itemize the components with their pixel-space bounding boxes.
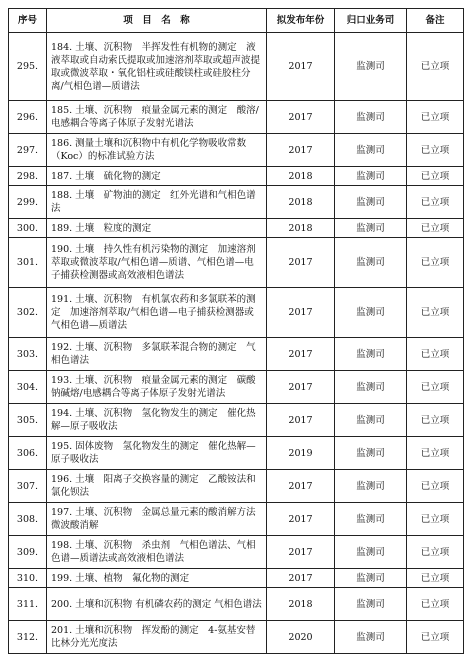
row-project-name: 192. 土壤、沉积物 多氯联苯混合物的测定 气相色谱法 [47,338,267,371]
row-serial: 304. [9,371,47,404]
row-department: 监测司 [335,503,407,536]
row-serial: 301. [9,238,47,288]
row-release-year: 2017 [267,404,335,437]
row-serial: 305. [9,404,47,437]
row-serial: 296. [9,101,47,134]
row-release-year: 2018 [267,588,335,621]
table-row [9,371,464,404]
row-release-year: 2017 [267,371,335,404]
row-release-year: 2019 [267,437,335,470]
table-row [9,33,464,101]
header-release-year: 拟发布年份 [267,9,335,33]
table-row [9,404,464,437]
table-row [9,238,464,288]
row-remarks: 已立项 [407,238,464,288]
row-release-year: 2017 [267,238,335,288]
row-project-name: 199. 土壤、植物 氟化物的测定 [47,569,267,588]
table-header-row [9,9,464,33]
row-department: 监测司 [335,238,407,288]
row-remarks: 已立项 [407,569,464,588]
row-serial: 297. [9,134,47,167]
row-release-year: 2017 [267,470,335,503]
row-release-year: 2018 [267,219,335,238]
row-serial: 307. [9,470,47,503]
table-row [9,101,464,134]
row-department: 监测司 [335,219,407,238]
table-row [9,569,464,588]
header-department: 归口业务司 [335,9,407,33]
row-project-name: 188. 土壤 矿物油的测定 红外光谱和气相色谱法 [47,186,267,219]
row-department: 监测司 [335,437,407,470]
row-project-name: 193. 土壤、沉积物 痕量金属元素的测定 碳酸钠碱熔/电感耦合等离子体原子发射光谱法 [47,371,267,404]
row-serial: 302. [9,288,47,338]
row-department: 监测司 [335,288,407,338]
row-remarks: 已立项 [407,470,464,503]
row-department: 监测司 [335,470,407,503]
row-remarks: 已立项 [407,186,464,219]
row-remarks: 已立项 [407,404,464,437]
row-project-name: 196. 土壤 阳离子交换容量的测定 乙酸铵法和氯化钡法 [47,470,267,503]
row-release-year: 2017 [267,536,335,569]
row-serial: 298. [9,167,47,186]
table-row [9,338,464,371]
row-department: 监测司 [335,404,407,437]
table-row [9,167,464,186]
header-project-name: 项 目 名 称 [47,9,267,33]
row-remarks: 已立项 [407,588,464,621]
row-serial: 311. [9,588,47,621]
row-serial: 306. [9,437,47,470]
row-release-year: 2018 [267,186,335,219]
row-project-name: 198. 土壤、沉积物 杀虫剂 气相色谱法、气相色谱—质谱法或高效液相色谱法 [47,536,267,569]
row-project-name: 190. 土壤 持久性有机污染物的测定 加速溶剂萃取或微波萃取/气相色谱—质谱、气相色谱—电子捕获检测器或高效液相色谱法 [47,238,267,288]
row-remarks: 已立项 [407,288,464,338]
row-project-name: 200. 土壤和沉积物 有机磷农药的测定 气相色谱法 [47,588,267,621]
row-remarks: 已立项 [407,536,464,569]
row-project-name: 201. 土壤和沉积物 挥发酚的测定 4-氨基安替比林分光光度法 [47,621,267,654]
table-row [9,588,464,621]
row-remarks: 已立项 [407,621,464,654]
row-remarks: 已立项 [407,101,464,134]
row-department: 监测司 [335,569,407,588]
row-release-year: 2017 [267,33,335,101]
row-serial: 308. [9,503,47,536]
row-department: 监测司 [335,167,407,186]
row-department: 监测司 [335,536,407,569]
row-serial: 309. [9,536,47,569]
row-release-year: 2018 [267,167,335,186]
row-project-name: 194. 土壤、沉积物 氢化物发生的测定 催化热解—原子吸收法 [47,404,267,437]
row-serial: 299. [9,186,47,219]
row-release-year: 2020 [267,621,335,654]
row-remarks: 已立项 [407,503,464,536]
row-serial: 303. [9,338,47,371]
table-row [9,536,464,569]
row-project-name: 186. 测量土壤和沉积物中有机化学物吸收常数（Koc）的标准试验方法 [47,134,267,167]
row-project-name: 189. 土壤 粒度的测定 [47,219,267,238]
row-department: 监测司 [335,621,407,654]
row-release-year: 2017 [267,338,335,371]
row-serial: 300. [9,219,47,238]
row-department: 监测司 [335,338,407,371]
row-release-year: 2017 [267,569,335,588]
row-department: 监测司 [335,186,407,219]
header-serial: 序号 [9,9,47,33]
row-release-year: 2017 [267,134,335,167]
header-remarks: 备注 [407,9,464,33]
row-project-name: 185. 土壤、沉积物 痕量金属元素的测定 酸溶/电感耦合等离子体原子发射光谱法 [47,101,267,134]
row-remarks: 已立项 [407,167,464,186]
row-remarks: 已立项 [407,338,464,371]
row-release-year: 2017 [267,101,335,134]
row-department: 监测司 [335,371,407,404]
row-remarks: 已立项 [407,219,464,238]
row-project-name: 187. 土壤 硫化物的测定 [47,167,267,186]
row-remarks: 已立项 [407,134,464,167]
row-release-year: 2017 [267,288,335,338]
row-remarks: 已立项 [407,33,464,101]
table-row [9,437,464,470]
row-serial: 295. [9,33,47,101]
row-serial: 312. [9,621,47,654]
row-project-name: 197. 土壤、沉积物 金属总量元素的酸消解方法 微波酸消解 [47,503,267,536]
table-row [9,503,464,536]
row-department: 监测司 [335,134,407,167]
table-row [9,288,464,338]
table-row [9,134,464,167]
row-remarks: 已立项 [407,437,464,470]
row-release-year: 2017 [267,503,335,536]
table-row [9,219,464,238]
row-department: 监测司 [335,33,407,101]
table-row [9,186,464,219]
row-department: 监测司 [335,101,407,134]
table-row [9,621,464,654]
row-remarks: 已立项 [407,371,464,404]
row-project-name: 195. 固体废物 氢化物发生的测定 催化热解—原子吸收法 [47,437,267,470]
row-serial: 310. [9,569,47,588]
row-department: 监测司 [335,588,407,621]
standards-table [8,8,464,654]
table-row [9,470,464,503]
row-project-name: 191. 土壤、沉积物 有机氯农药和多氯联苯的测定 加速溶剂萃取/气相色谱—电子捕获检测器或气相色谱—质谱法 [47,288,267,338]
row-project-name: 184. 土壤、沉积物 半挥发性有机物的测定 液液萃取或自动索氏提取或加速溶剂萃取或超声波提取或微波萃取・氧化铝柱或硅酸镁柱或硅胶柱分离/气相色谱—质谱法 [47,33,267,101]
